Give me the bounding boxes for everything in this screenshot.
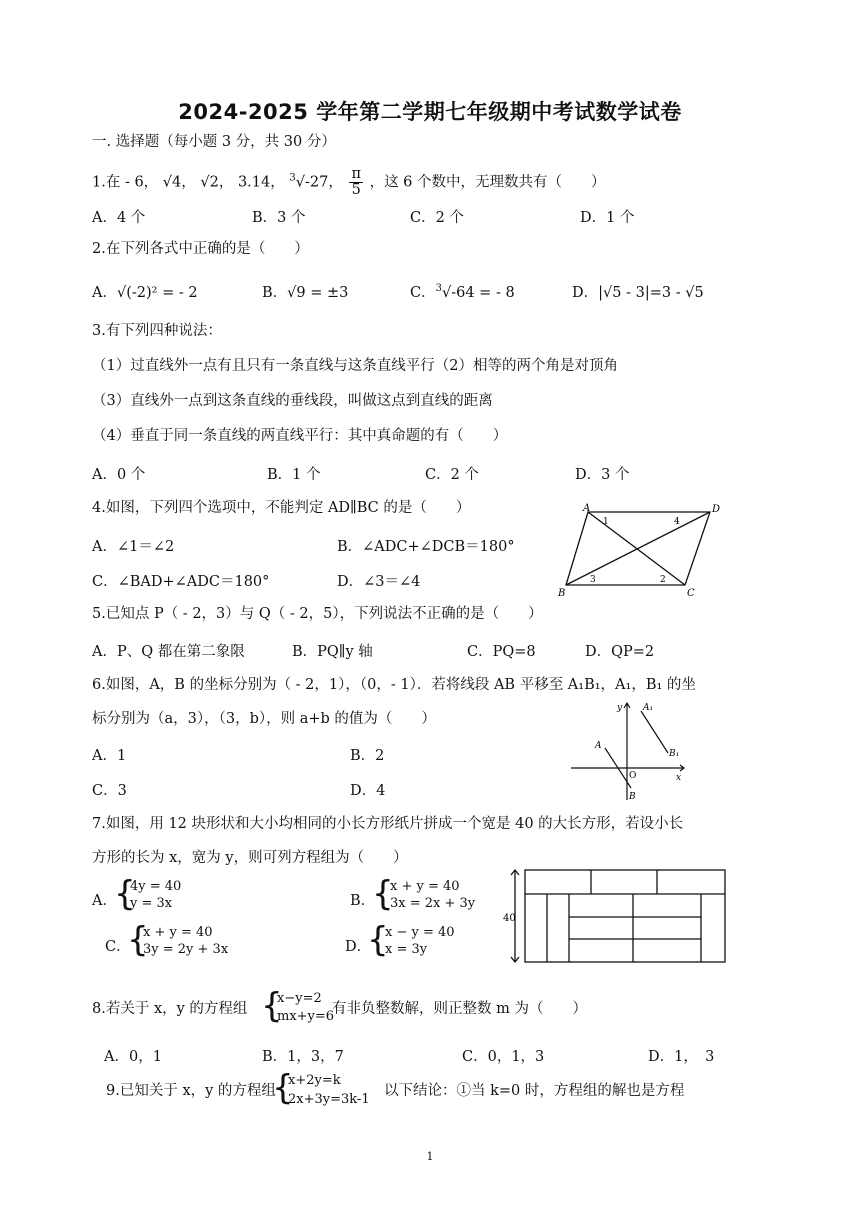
- q2-d-label: D．: [572, 285, 599, 301]
- q7-d-eq-2: x = 3y: [385, 942, 428, 957]
- q6-label-x: x: [676, 773, 682, 783]
- q5-option-d: D．QP=2: [585, 644, 655, 660]
- q9-brace: {: [272, 1068, 294, 1108]
- q4-angle-1: 1: [603, 517, 609, 527]
- section-heading: 一. 选择题（每小题 3 分，共 30 分）: [92, 134, 336, 150]
- q1-num-314: 3.14，: [237, 174, 285, 191]
- q4-option-b: B．∠ADC+∠DCB＝180°: [337, 539, 515, 555]
- q4-option-c: C．∠BAD+∠ADC＝180°: [92, 574, 270, 590]
- q1-num-cbrt: √-27: [295, 174, 329, 191]
- q2-b-expr: √9 = ±3: [287, 285, 349, 301]
- q2-b-label: B．: [262, 285, 288, 301]
- q1-num-sqrt4: √4: [162, 174, 182, 191]
- q8-option-a: A．0，1: [104, 1049, 162, 1065]
- question-6-line-2: 标分别为（a，3），（3，b），则 a+b 的值为（ ）: [92, 711, 436, 727]
- page-title: 2024-2025 学年第二学期七年级期中考试数学试卷: [178, 100, 682, 124]
- q7-d-brace: {: [367, 920, 389, 960]
- question-7-line-2: 方形的长为 x，宽为 y，则可列方程组为（ ）: [92, 850, 408, 866]
- q7-b-label: B．: [350, 893, 376, 909]
- q7-b-brace: {: [372, 874, 394, 914]
- q3-option-c: C．2 个: [425, 467, 479, 483]
- q1-fraction-num: π: [351, 166, 361, 182]
- q6-label-y: y: [617, 703, 623, 713]
- q7-c-eq-1: x + y = 40: [143, 925, 213, 940]
- q5-option-b: B．PQ∥y 轴: [292, 644, 373, 660]
- q6-coordinate-figure: [565, 698, 690, 806]
- q7-c-brace: {: [127, 920, 149, 960]
- q7-c-label: C．: [105, 939, 131, 955]
- q6-label-a1: A₁: [643, 703, 654, 713]
- q2-option-c: [410, 281, 515, 302]
- q4-angle-3: 3: [590, 575, 596, 585]
- q8-option-c: C．0，1，3: [462, 1049, 545, 1065]
- question-7-line-1: 7.如图，用 12 块形状和大小均相同的小长方形纸片拼成一个宽是 40 的大长方形，若设小长: [92, 816, 684, 832]
- question-3: 3.有下列四种说法：: [92, 323, 222, 339]
- q1-option-b: B．3 个: [252, 210, 306, 226]
- q4-label-d: D: [712, 504, 721, 515]
- q3-statement-1-2: （1）过直线外一点有且只有一条直线与这条直线平行（2）相等的两个角是对顶角: [92, 358, 618, 374]
- q1-option-a: A．4 个: [92, 210, 146, 226]
- q8-option-d: D．1， 3: [648, 1049, 715, 1065]
- q2-option-d: [572, 281, 704, 302]
- q8-stem-end: 有非负整数解，则正整数 m 为（ ）: [332, 1001, 587, 1017]
- q7-d-eq-1: x − y = 40: [385, 925, 455, 940]
- question-6-line-1: 6.如图，A，B 的坐标分别为（ - 2，1），（0，- 1）．若将线段 AB 平移至 A₁B₁，A₁，B₁ 的坐: [92, 677, 696, 693]
- q1-num-sqrt2: √2: [200, 174, 219, 191]
- q9-stem-end: 以下结论：①当 k=0 时，方程组的解也是方程: [384, 1083, 685, 1099]
- q2-option-b: [262, 281, 348, 302]
- page-number: 1: [426, 1150, 434, 1163]
- q1-option-d: D．1 个: [580, 210, 635, 226]
- q4-angle-2: 2: [660, 575, 666, 585]
- q2-c-expr: √-64 = - 8: [441, 285, 515, 301]
- q1-fraction: [349, 167, 363, 198]
- q9-eq-2: 2x+3y=3k-1: [288, 1092, 370, 1107]
- q6-label-a: A: [595, 741, 602, 751]
- q4-label-c: C: [687, 588, 695, 599]
- q2-a-expr: √(-2)² = - 2: [116, 285, 198, 301]
- q7-a-brace: {: [114, 874, 136, 914]
- q6-option-a: A．1: [92, 748, 127, 764]
- q4-option-a: A．∠1＝∠2: [92, 539, 175, 555]
- q2-c-root-index: 3: [435, 283, 442, 295]
- q6-option-b: B．2: [350, 748, 385, 764]
- q3-option-d: D．3 个: [575, 467, 630, 483]
- q2-a-label: A．: [92, 285, 117, 301]
- q7-rectangle-tiling-figure: [503, 866, 733, 968]
- q4-angle-4: 4: [674, 517, 680, 527]
- q6-label-o: O: [629, 771, 637, 781]
- question-5: 5.已知点 P（ - 2，3）与 Q（ - 2，5），下列说法不正确的是（ ）: [92, 606, 543, 622]
- q7-c-eq-2: 3y = 2y + 3x: [143, 942, 229, 957]
- q2-option-a: [92, 281, 198, 302]
- q3-option-b: B．1 个: [267, 467, 321, 483]
- q7-b-eq-1: x + y = 40: [390, 879, 460, 894]
- question-2: 2.在下列各式中正确的是（ ）: [92, 241, 309, 257]
- q4-option-d: D．∠3＝∠4: [337, 574, 421, 590]
- q6-label-b1: B₁: [669, 749, 680, 759]
- q5-option-a: A．P、Q 都在第二象限: [92, 644, 245, 660]
- q6-label-b: B: [629, 792, 636, 802]
- q1-stem-end: ，这 6 个数中，无理数共有（ ）: [369, 174, 606, 191]
- q3-option-a: A．0 个: [92, 467, 146, 483]
- q2-d-expr: |√5 - 3|=3 - √5: [598, 285, 704, 301]
- q8-brace: {: [261, 986, 283, 1026]
- q7-fig-width-label: 40: [503, 913, 516, 924]
- q1-fraction-den: 5: [351, 182, 361, 198]
- q7-a-eq-1: 4y = 40: [130, 879, 182, 894]
- q3-statement-3: （3）直线外一点到这条直线的垂线段，叫做这点到直线的距离: [92, 393, 493, 409]
- q6-option-d: D．4: [350, 783, 386, 799]
- q6-option-c: C．3: [92, 783, 127, 799]
- q2-c-label: C．: [410, 285, 436, 301]
- q5-option-c: C．PQ=8: [467, 644, 536, 660]
- q8-option-b: B．1，3，7: [262, 1049, 344, 1065]
- q9-eq-1: x+2y=k: [288, 1073, 341, 1088]
- q8-eq-2: mx+y=6: [277, 1009, 335, 1024]
- q7-a-eq-2: y = 3x: [130, 896, 173, 911]
- q4-parallelogram-figure: [552, 500, 722, 600]
- question-4: 4.如图，下列四个选项中，不能判定 AD∥BC 的是（ ）: [92, 500, 471, 516]
- q1-root-index: 3: [289, 172, 296, 184]
- q4-label-a: A: [583, 503, 591, 514]
- q7-b-eq-2: 3x = 2x + 3y: [390, 896, 476, 911]
- q3-statement-4: （4）垂直于同一条直线的两直线平行：其中真命题的有（ ）: [92, 428, 508, 444]
- q7-a-label: A．: [92, 893, 117, 909]
- q9-stem-start: 9.已知关于 x，y 的方程组: [106, 1083, 276, 1099]
- q4-label-b: B: [558, 588, 566, 599]
- q7-d-label: D．: [345, 939, 372, 955]
- q8-stem-start: 8.若关于 x，y 的方程组: [92, 1001, 248, 1017]
- q8-eq-1: x−y=2: [277, 991, 322, 1006]
- question-1: 1.在 - 6， √4， √2， 3.14， $^3$√-27， $\frac{\pi}{5}$ ，这 6 个数中，无理数共有（ ）: [92, 166, 606, 198]
- q1-option-c: C．2 个: [410, 210, 464, 226]
- q1-stem-start: 1.在 - 6，: [92, 174, 159, 191]
